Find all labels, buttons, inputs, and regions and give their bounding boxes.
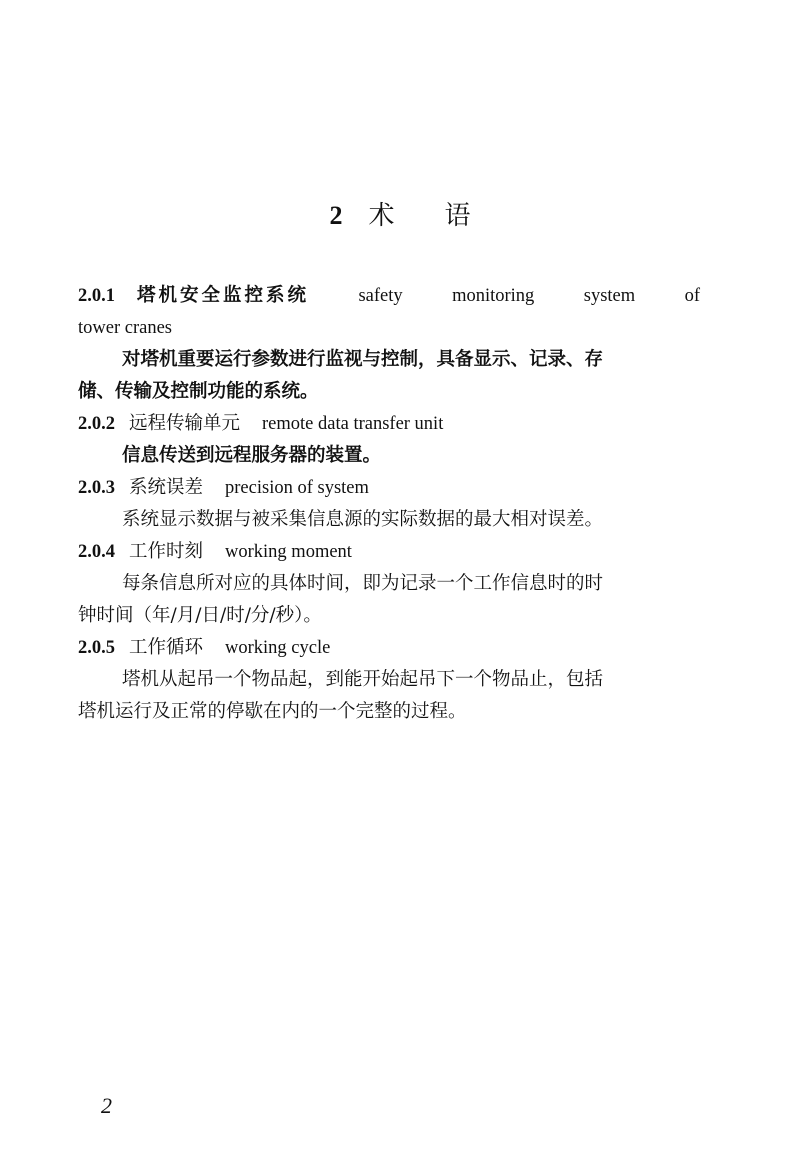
term-heading <box>78 475 369 501</box>
term-number: 2.0.4 <box>78 542 115 562</box>
term-number: 2.0.5 <box>78 638 115 658</box>
term-english-word: safety <box>358 286 403 306</box>
term-heading <box>78 539 352 565</box>
term-english: precision of system <box>225 478 369 498</box>
term-description: 系统显示数据与被采集信息源的实际数据的最大相对误差。 <box>122 509 604 530</box>
term-english: working cycle <box>225 638 331 658</box>
term-english-word: monitoring <box>452 286 535 306</box>
term-english-word: of <box>684 286 700 306</box>
term-english: remote data transfer unit <box>262 414 444 434</box>
term-description: 塔机运行及正常的停歇在内的一个完整的过程。 <box>78 701 467 722</box>
chapter-title-part2: 语 <box>444 201 471 231</box>
term-number: 2.0.1 <box>78 286 115 306</box>
term-english-word: system <box>583 286 636 306</box>
term-english-continued: tower cranes <box>78 318 172 338</box>
term-heading <box>78 635 330 661</box>
chapter-title-part1: 术 <box>368 201 395 231</box>
term-heading <box>78 411 443 437</box>
chapter-title <box>0 195 800 232</box>
term-description: 信息传送到远程服务器的装置。 <box>122 445 382 466</box>
term-chinese: 系统误差 <box>129 477 204 498</box>
term-english: working moment <box>225 542 352 562</box>
term-description: 对塔机重要运行参数进行监视与控制，具备显示、记录、存 <box>122 349 604 370</box>
term-chinese: 远程传输单元 <box>129 413 241 434</box>
page-number: 2 <box>101 1093 112 1118</box>
term-description: 塔机从起吊一个物品起，到能开始起吊下一个物品止，包括 <box>122 669 604 690</box>
term-number: 2.0.3 <box>78 478 115 498</box>
term-description: 储、传输及控制功能的系统。 <box>78 381 319 402</box>
chapter-number: 2 <box>329 201 343 230</box>
term-description: 钟时间（年/月/日/时/分/秒）。 <box>78 605 322 626</box>
term-chinese: 工作循环 <box>129 637 204 658</box>
term-description: 每条信息所对应的具体时间，即为记录一个工作信息时的时 <box>122 573 604 594</box>
term-chinese: 塔机安全监控系统 <box>137 285 310 306</box>
term-heading <box>78 283 700 309</box>
term-chinese: 工作时刻 <box>129 541 204 562</box>
term-number: 2.0.2 <box>78 414 115 434</box>
